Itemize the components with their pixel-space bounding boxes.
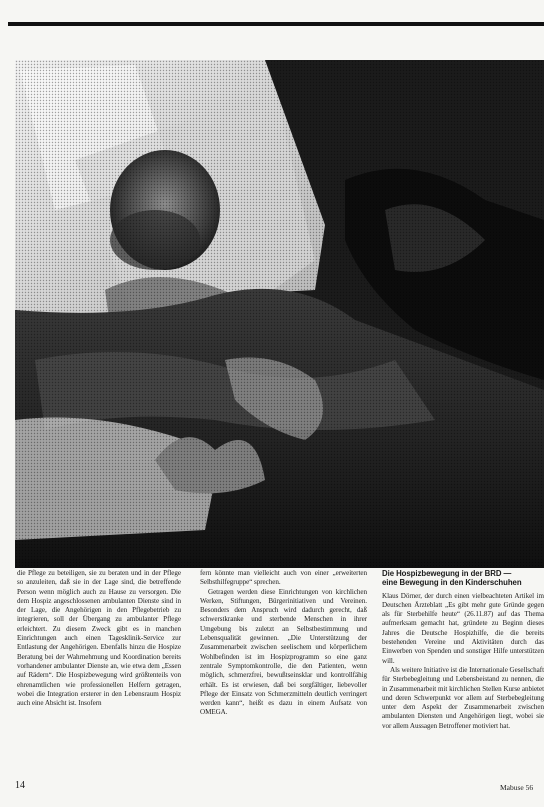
article-column-2 bbox=[200, 569, 367, 718]
top-rule bbox=[8, 22, 544, 26]
page-number: 14 bbox=[15, 780, 25, 791]
column-3-text: Klaus Dörner, der durch einen vielbeachteten Artikel im Deutschen Ärzteblatt „Es gibt mehr gute Gründe gegen als für Sterbehilfe heute“ (26.11.87) auf das Thema aufmerksam gemacht hat, gründete zu Beginn dieses Jahres die Deutsche Hospizhilfe, die die bereits bestehenden Vereine und Aktivitäten durch das Einwerben von Spenden und sonstiger Hilfe unterstützen will. bbox=[382, 591, 544, 665]
photo-image bbox=[15, 60, 544, 568]
column-1-text: die Pflege zu beteiligen, sie zu beraten und in der Pflege so anzuleiten, daß sie in der Lage sind, die betreffende Person wenn möglich auch zu Hause zu versorgen. Die dem Hospiz angeschlossenen ambulanten Dienste sind in der Lage, die Angehörigen in den Pflegebetrieb zu integrieren, soll der Übergang zu ambulanter Pflege erleichtert. Zu diesem Zweck gibt es in manchen Einrichtungen auch einen Tagesklinik-Service zur Entlastung der Angehörigen. Ebenfalls hinzu die Hospize Beratung bei der Wahrnehmung und Koordination bereits vorhandener ambulanter Dienste an, wie etwa dem „Essen auf Rädern“. Die Hospizbewegung wird größtenteils von ehrenamtlichen wie professionellen Helfern getragen, wobei die Integration ersterer in den Lebensraum Hospiz auch eine Absicht ist. Insofern bbox=[17, 569, 181, 708]
article-column-3 bbox=[382, 569, 544, 789]
column-2-paragraph-2: Getragen werden diese Einrichtungen von kirchlichen Werken, Stiftungen, Bürgerinitiativen und Vereinen. Besonders dem Anspruch wird dadurch gerecht, daß schwerstkranke und sterbende Menschen in ihrer Umgebung bis zuletzt an Selbstbestimmung und Lebensqualität gewinnen. „Die Unterstützung der Zusammenarbeit zwischen seelischem und körperlichem Wohlbefinden ist im Hospizprogramm so eine ganz zentrale Symptomkontrolle, die den Patienten, wenn möglich, schmerzfrei, bewußtseinsklar und kontrollfähig erhält. Es ist erwiesen, daß bei sorgfältiger, liebevoller Pflege der Einsatz von Schmerzmitteln deutlich verringert werden kann“, heißt es dazu in einem Aufsatz von OMEGA. bbox=[200, 587, 367, 717]
hospice-photo bbox=[15, 60, 544, 568]
running-title: Mabuse 56 bbox=[500, 783, 534, 792]
section-heading-line-2: eine Bewegung in den Kinderschuhen bbox=[382, 578, 522, 588]
section-heading bbox=[382, 569, 544, 588]
article-column-1 bbox=[17, 569, 181, 708]
column-3-paragraph-2: Als weitere Initiative ist die Internationale Gesellschaft für Sterbebegleitung und Lebensbeistand zu nennen, die in Zusammenarbeit mit kirchlichen Stellen Kurse anbietet und deren Schwerpunkt vor allem auf Sterbebegleitung unter dem Aspekt der Zusammenarbeit zwischen ambulanten Diensten und Angehörigen liegt, wobei sie vor allem Aussagen Betroffener motiviert hat. bbox=[382, 665, 544, 730]
column-2-text: fern könnte man vielleicht auch von einer „erweiterten Selbsthilfegruppe“ sprechen. bbox=[200, 569, 367, 587]
section-heading-line-1: Die Hospizbewegung in der BRD — bbox=[382, 569, 512, 578]
